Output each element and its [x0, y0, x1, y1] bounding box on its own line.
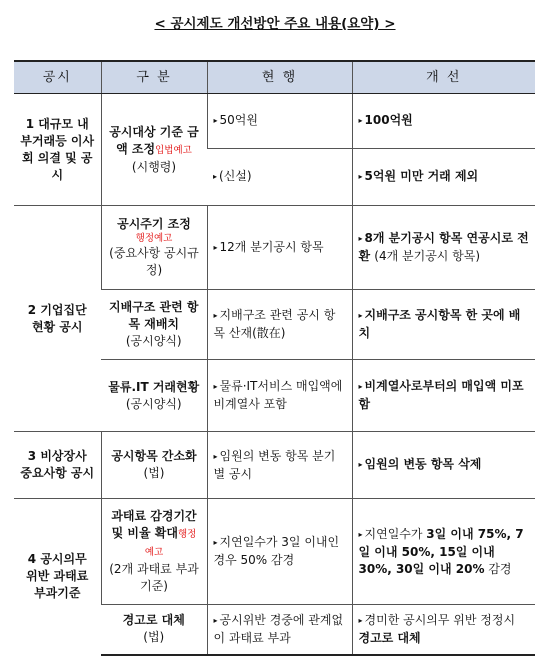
- current-cell: [207, 149, 352, 206]
- arrow-bullet-icon: ▸: [213, 242, 218, 252]
- item-cell: [101, 499, 207, 605]
- header-row: [14, 61, 535, 94]
- item-cell: [101, 94, 207, 206]
- arrow-bullet-icon: ▸: [213, 451, 218, 461]
- improved-cell: [352, 94, 535, 149]
- improved-text-bold: 3일 이내 75%, 7일 이내 50%, 15일 이내 30%, 30일 이내 20%: [358, 526, 524, 576]
- current-cell: [207, 290, 352, 360]
- header-current: 현 행: [207, 61, 352, 94]
- current-text: 지배구조 관련 공시 항목 산재(散在): [213, 308, 336, 340]
- arrow-bullet-icon: ▸: [213, 382, 218, 391]
- arrow-bullet-icon: ▸: [213, 311, 218, 320]
- improved-text: 임원의 변동 항목 삭제: [364, 457, 482, 471]
- item-tag: 행정예고: [135, 233, 173, 244]
- improved-cell: [352, 432, 535, 499]
- table-row: [14, 206, 535, 290]
- current-cell: [207, 432, 352, 499]
- arrow-bullet-icon: ▸: [213, 615, 218, 625]
- section-category: 3 비상장사 중요사항 공시: [14, 432, 101, 499]
- item-name: 과태료 감경기간 및 비율 확대: [111, 509, 197, 540]
- table-row: [14, 432, 535, 499]
- table-row: [14, 94, 535, 149]
- arrow-bullet-icon: ▸: [358, 172, 363, 181]
- item-name: 공시주기 조정: [117, 217, 191, 231]
- item-law: (중요사항 공시규정): [109, 246, 199, 277]
- improved-text: 비계열사로부터의 매입액 미포함: [358, 379, 524, 411]
- current-text: 공시위반 경중에 관계없이 과태료 부과: [213, 612, 344, 645]
- item-law: (시행령): [131, 159, 177, 174]
- item-cell: [101, 360, 207, 432]
- item-cell: [101, 206, 207, 290]
- item-law: (2개 과태료 부과기준): [109, 562, 199, 593]
- arrow-bullet-icon: ▸: [358, 382, 363, 391]
- improved-text-tail: 감경: [484, 561, 512, 576]
- section-category: 1 대규모 내부거래등 이사회 의결 및 공시: [14, 94, 101, 206]
- item-cell: [101, 432, 207, 499]
- arrow-bullet-icon: ▸: [213, 116, 218, 125]
- improved-text: 5억원 미만 거래 제외: [364, 169, 479, 183]
- section-category: 2 기업집단 현황 공시: [14, 206, 101, 432]
- arrow-bullet-icon: ▸: [358, 116, 363, 125]
- improved-text: 100억원: [364, 113, 413, 127]
- current-text: (신설): [219, 169, 252, 183]
- arrow-bullet-icon: ▸: [358, 615, 363, 625]
- current-cell: [207, 360, 352, 432]
- reform-summary-table: [14, 60, 535, 656]
- item-law: (법): [143, 466, 165, 480]
- improved-cell: [352, 206, 535, 290]
- current-text: 임원의 변동 항목 분기별 공시: [213, 448, 336, 481]
- item-tag: 입법예고: [155, 144, 192, 156]
- header-category: 구 분: [101, 61, 207, 94]
- current-text: 물류·IT서비스 매입액에 비계열사 포함: [213, 379, 343, 411]
- improved-cell: [352, 290, 535, 360]
- item-law: (공시양식): [125, 334, 182, 348]
- item-law: (공시양식): [125, 396, 182, 411]
- arrow-bullet-icon: ▸: [213, 172, 218, 181]
- page-title: < 공시제도 개선방안 주요 내용(요약) >: [154, 16, 396, 32]
- item-name: 지배구조 관련 항목 재배치: [108, 300, 199, 331]
- current-cell: [207, 605, 352, 655]
- item-name: 물류.IT 거래현황: [108, 379, 200, 394]
- improved-text-lead: 지연일수가: [364, 526, 427, 541]
- current-text: 지연일수가 3일 이내인 경우 50% 감경: [213, 535, 340, 567]
- section-category: 4 공시의무 위반 과태료 부과기준: [14, 499, 101, 655]
- improved-cell: [352, 499, 535, 605]
- item-name: 공시항목 간소화: [111, 449, 197, 463]
- arrow-bullet-icon: ▸: [358, 234, 363, 243]
- item-tag: 행정예고: [144, 529, 197, 558]
- item-name: 경고로 대체: [122, 613, 185, 628]
- improved-text-normal: (4개 분기공시 항목): [374, 249, 481, 263]
- arrow-bullet-icon: ▸: [358, 460, 363, 469]
- improved-cell: [352, 360, 535, 432]
- item-law: (법): [143, 630, 165, 645]
- improved-text-bold: 경고로 대체: [358, 630, 421, 645]
- current-cell: [207, 499, 352, 605]
- header-improvement: 개 선: [352, 61, 535, 94]
- header-disclosure: 공시: [14, 61, 101, 94]
- item-name: 공시대상 기준 금액 조정: [109, 124, 199, 156]
- arrow-bullet-icon: ▸: [213, 538, 218, 547]
- current-cell: [207, 206, 352, 290]
- current-text: 12개 분기공시 항목: [219, 239, 324, 254]
- arrow-bullet-icon: ▸: [358, 311, 363, 320]
- current-cell: [207, 94, 352, 149]
- improved-text-bold: 8개 분기공시 항목 연공시로 전환: [358, 231, 529, 263]
- item-cell: [101, 290, 207, 360]
- improved-text-lead: 경미한 공시의무 위반 정정시: [364, 612, 516, 627]
- improved-cell: [352, 605, 535, 655]
- current-text: 50억원: [219, 113, 258, 127]
- improved-text: 지배구조 공시항목 한 곳에 배치: [358, 308, 521, 340]
- improved-cell: [352, 149, 535, 206]
- arrow-bullet-icon: ▸: [358, 529, 363, 539]
- table-row: [14, 499, 535, 605]
- item-cell: [101, 605, 207, 655]
